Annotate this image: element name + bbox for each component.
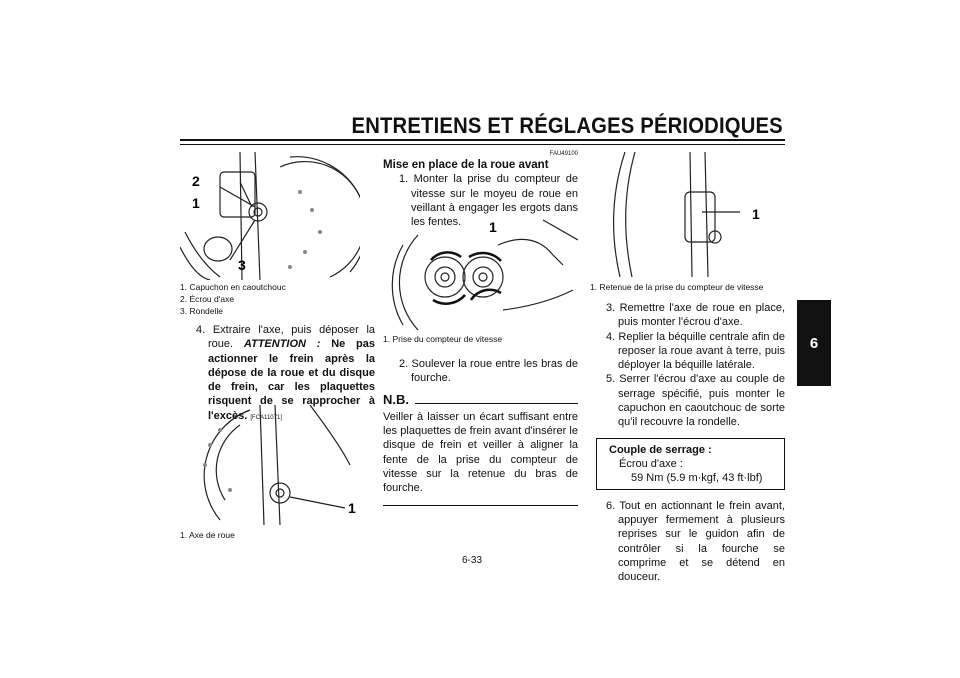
step-3 — [590, 301, 785, 330]
nb-label: N.B. — [383, 391, 409, 407]
step-number: 4. — [606, 330, 616, 343]
caption: 1. Retenue de la prise du compteur de vitesse — [590, 282, 764, 292]
chapter-tab: 6 — [797, 300, 831, 386]
page-number: 6-33 — [462, 555, 483, 566]
figure-1-captions — [180, 281, 286, 317]
step-number: 1. — [399, 173, 409, 186]
callout-1: 1 — [348, 500, 356, 516]
step-number: 5. — [606, 373, 616, 386]
callout-1: 1 — [752, 206, 760, 222]
page-title: ENTRETIENS ET RÉGLAGES PÉRIODIQUES — [351, 113, 783, 138]
nb-end-rule — [383, 505, 578, 506]
step-4 — [590, 330, 785, 373]
section-code: FAU49100 — [549, 151, 578, 157]
attention-text: Ne pas actionner le frein après la dépose de la roue et du disque de frein, car les plaquettes risquent de se rapprocher à l'excès. — [208, 338, 375, 422]
section-heading: Mise en place de la roue avant — [383, 159, 549, 171]
right-column — [590, 301, 785, 584]
figure-speedometer-retainer — [590, 152, 785, 277]
step-6 — [590, 499, 785, 585]
step-text: Extraire l'axe, puis déposer la roue. — [208, 324, 376, 351]
step-number: 6. — [606, 499, 616, 512]
figure-brake-caliper — [180, 152, 360, 280]
caption: 1. Prise du compteur de vitesse — [383, 334, 503, 344]
step-text: Serrer l'écrou d'axe au couple de serrage spécifié, puis monter le capuchon en caoutchouc de sorte qu'il recouvre la rondelle. — [618, 373, 785, 429]
nb-heading — [383, 393, 578, 407]
step-text: Remettre l'axe de roue en place, puis monter l'écrou d'axe. — [618, 302, 786, 329]
nb-text: Veiller à laisser un écart suffisant entre les plaquettes de frein avant d'insérer le disque de frein et veiller à aligner la fente de la prise du compteur de vitesse sur la retenue du bras de fourche. — [383, 410, 578, 495]
attention-label: ATTENTION : — [243, 338, 321, 351]
torque-spec-box — [596, 438, 785, 490]
callout-2: 2 — [192, 173, 200, 189]
attention-code: [FCA11071] — [250, 414, 282, 421]
callout-1: 1 — [192, 195, 200, 211]
header-rule-thin — [180, 144, 785, 145]
callout-3: 3 — [238, 257, 246, 273]
step-text: Replier la béquille centrale afin de reposer la roue avant à terre, puis déployer la béquille latérale. — [618, 330, 785, 372]
caption: 2. Écrou d'axe — [180, 294, 235, 304]
caption: 1. Axe de roue — [180, 530, 235, 540]
step-text: Soulever la roue entre les bras de fourche. — [411, 358, 578, 385]
step-number: 3. — [606, 302, 616, 314]
step-number: 2. — [399, 358, 409, 370]
step-text: Tout en actionnant le frein avant, appuyer fermement à plusieurs reprises sur le guidon afin de contrôler si la fourche se comprime et se détend en douceur. — [618, 499, 785, 584]
middle-column-bottom — [383, 357, 578, 506]
step-number: 4. — [196, 324, 206, 336]
torque-item: Écrou d'axe : — [619, 457, 683, 470]
callout-1: 1 — [489, 219, 497, 235]
step-text: Monter la prise du compteur de vitesse sur le moyeu de roue en veillant à engager les ergots dans les fentes. — [411, 173, 578, 229]
torque-value: 59 Nm (5.9 m·kgf, 43 ft·lbf) — [631, 471, 763, 484]
torque-title: Couple de serrage : — [609, 443, 712, 456]
caption: 3. Rondelle — [180, 306, 224, 316]
figure-wheel-axle — [180, 405, 360, 525]
header-rule — [180, 139, 785, 141]
step-5 — [590, 372, 785, 429]
figure-speedometer-gear — [383, 215, 578, 330]
caption: 1. Capuchon en caoutchouc — [180, 282, 286, 292]
